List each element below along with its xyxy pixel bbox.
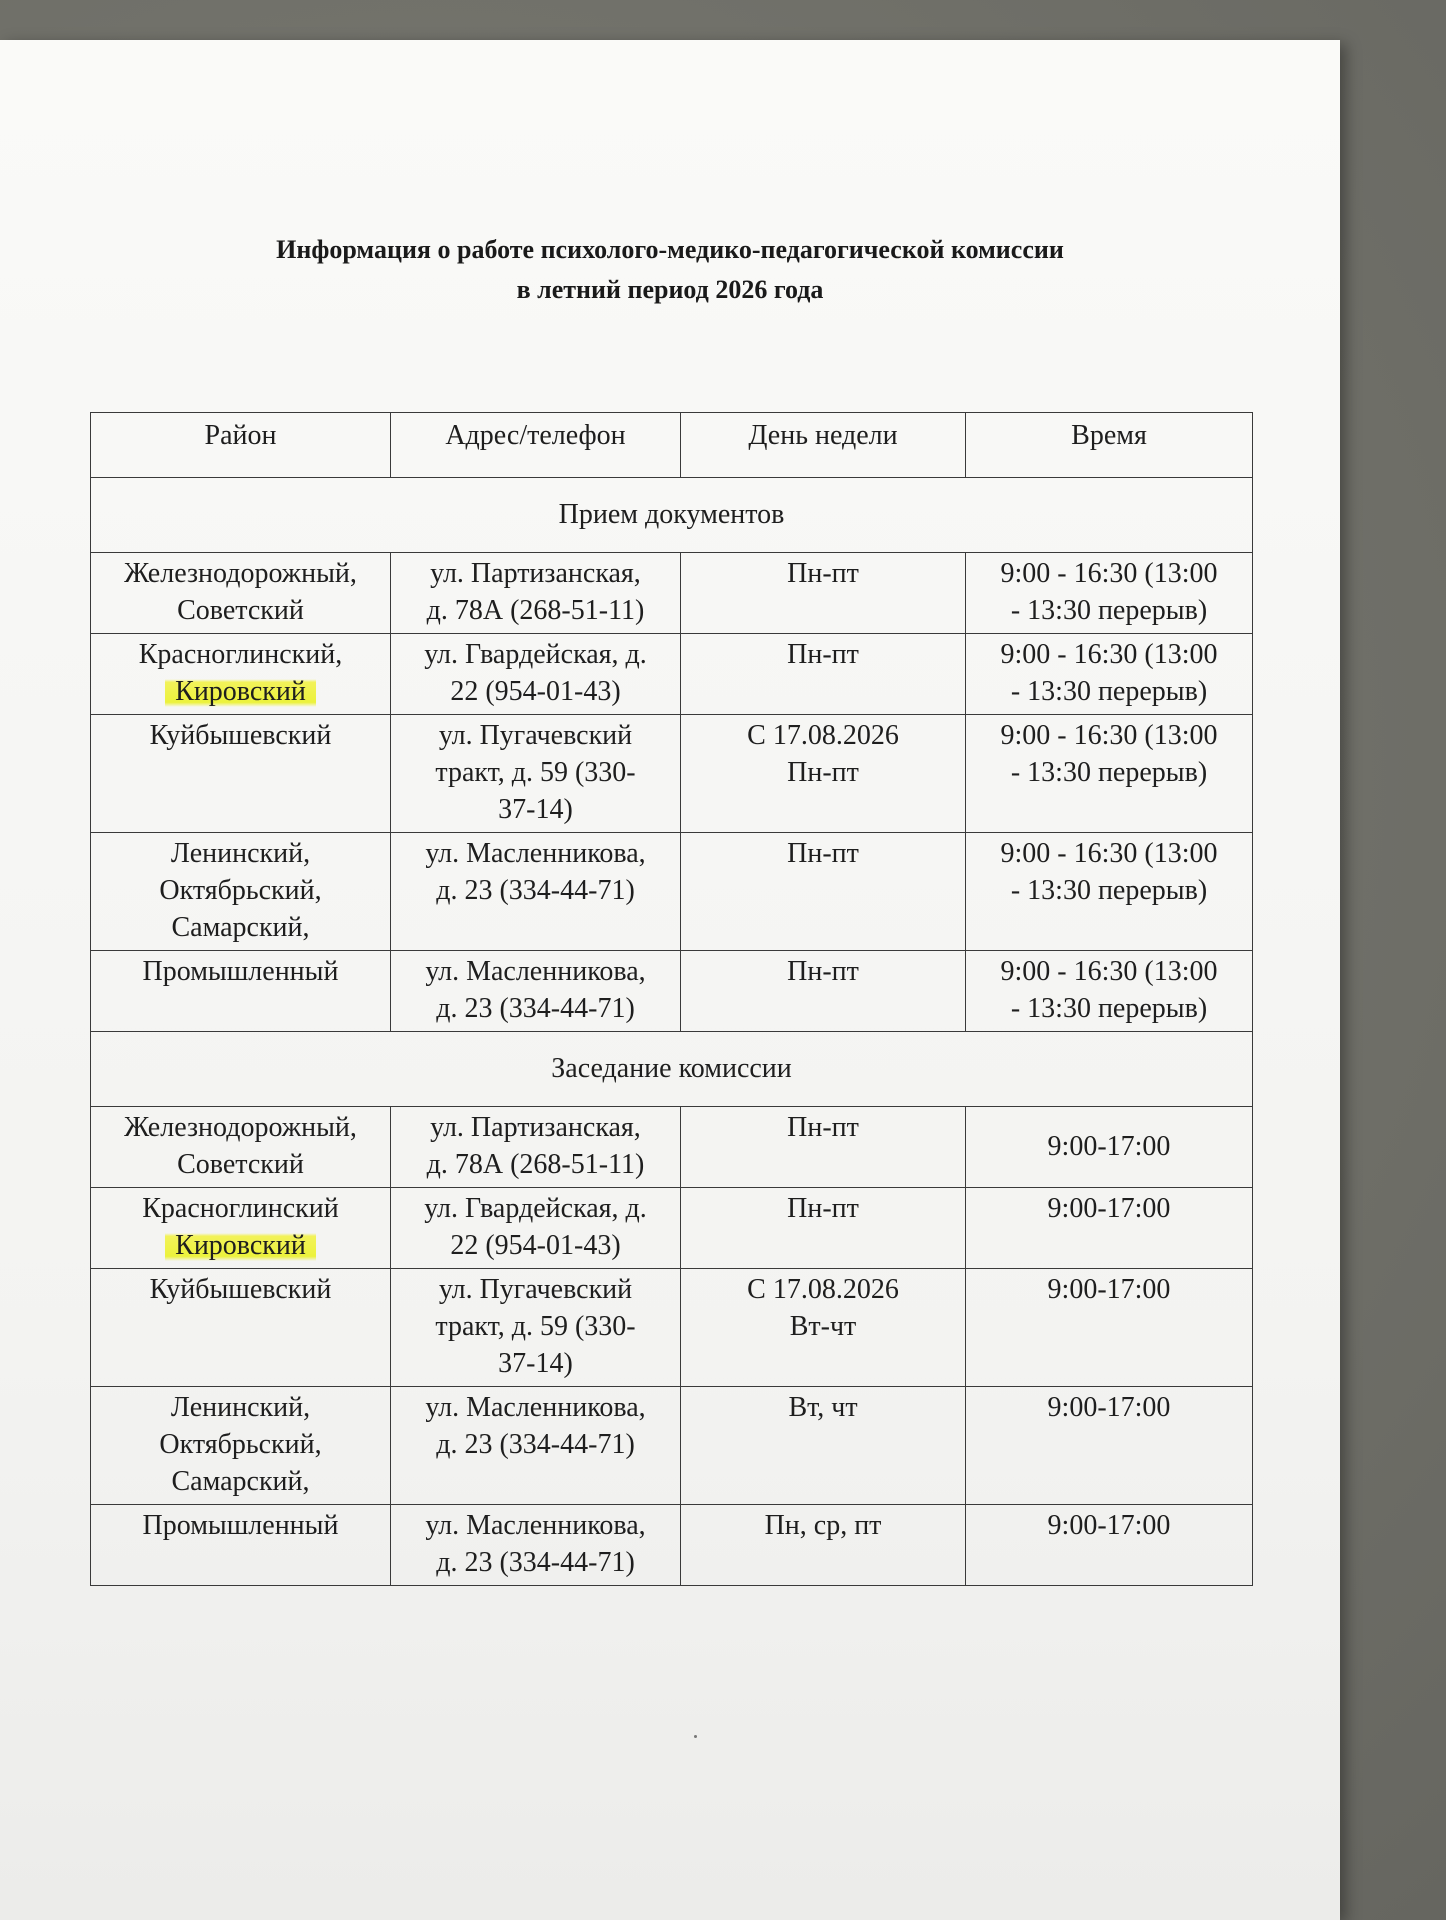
time-cell: 9:00 - 16:30 (13:00 - 13:30 перерыв): [966, 833, 1253, 951]
time-cell: 9:00-17:00: [966, 1269, 1253, 1387]
schedule-table-wrap: [90, 412, 1252, 1586]
highlighted-district: Кировский: [165, 676, 316, 707]
time-cell: 9:00 - 16:30 (13:00 - 13:30 перерыв): [966, 634, 1253, 715]
weekday-cell: С 17.08.2026 Пн-пт: [681, 715, 966, 833]
address-cell: ул. Масленникова, д. 23 (334-44-71): [391, 1387, 681, 1505]
district-cell: Ленинский, Октябрьский, Самарский,: [91, 833, 391, 951]
address-cell: ул. Гвардейская, д. 22 (954-01-43): [391, 1188, 681, 1269]
district-cell: Ленинский, Октябрьский, Самарский,: [91, 1387, 391, 1505]
paper-speck: [694, 1735, 697, 1738]
time-cell: 9:00 - 16:30 (13:00 - 13:30 перерыв): [966, 553, 1253, 634]
table-row: [91, 833, 1253, 951]
address-cell: ул. Гвардейская, д. 22 (954-01-43): [391, 634, 681, 715]
header-time: Время: [966, 413, 1253, 478]
time-cell: 9:00 - 16:30 (13:00 - 13:30 перерыв): [966, 951, 1253, 1032]
header-district: Район: [91, 413, 391, 478]
section-row-documents: [91, 478, 1253, 553]
header-row: [91, 413, 1253, 478]
header-weekday: День недели: [681, 413, 966, 478]
weekday-cell: Пн-пт: [681, 951, 966, 1032]
district-cell: Железнодорожный, Советский: [91, 553, 391, 634]
weekday-cell: С 17.08.2026 Вт-чт: [681, 1269, 966, 1387]
time-cell: 9:00-17:00: [966, 1505, 1253, 1586]
table-row: [91, 1269, 1253, 1387]
weekday-cell: Пн, ср, пт: [681, 1505, 966, 1586]
table-row: [91, 951, 1253, 1032]
weekday-cell: Вт, чт: [681, 1387, 966, 1505]
title-line-1: Информация о работе психолого-медико-педагогической комиссии: [276, 235, 1064, 264]
address-cell: ул. Масленникова, д. 23 (334-44-71): [391, 1505, 681, 1586]
header-address: Адрес/телефон: [391, 413, 681, 478]
paper-sheet: [0, 40, 1340, 1920]
district-cell: Куйбышевский: [91, 715, 391, 833]
district-cell: Промышленный: [91, 1505, 391, 1586]
weekday-cell: Пн-пт: [681, 1107, 966, 1188]
district-cell: Красноглинский, Кировский: [91, 634, 391, 715]
table-row: [91, 634, 1253, 715]
highlighted-district: Кировский: [165, 1230, 316, 1261]
time-cell: 9:00-17:00: [966, 1107, 1253, 1188]
weekday-cell: Пн-пт: [681, 833, 966, 951]
address-cell: ул. Пугачевский тракт, д. 59 (330- 37-14): [391, 715, 681, 833]
table-row: [91, 553, 1253, 634]
time-cell: 9:00-17:00: [966, 1387, 1253, 1505]
district-cell: Красноглинский Кировский: [91, 1188, 391, 1269]
district-cell: Куйбышевский: [91, 1269, 391, 1387]
section-title-documents: Прием документов: [91, 478, 1253, 553]
section-row-commission: [91, 1032, 1253, 1107]
table-row: [91, 1505, 1253, 1586]
address-cell: ул. Масленникова, д. 23 (334-44-71): [391, 951, 681, 1032]
schedule-table: [90, 412, 1253, 1586]
address-cell: ул. Партизанская, д. 78А (268-51-11): [391, 1107, 681, 1188]
table-row: [91, 1188, 1253, 1269]
district-cell: Промышленный: [91, 951, 391, 1032]
title-line-2: в летний период 2026 года: [516, 275, 824, 304]
section-title-commission: Заседание комиссии: [91, 1032, 1253, 1107]
table-row: [91, 715, 1253, 833]
table-row: [91, 1387, 1253, 1505]
address-cell: ул. Партизанская, д. 78А (268-51-11): [391, 553, 681, 634]
address-cell: ул. Масленникова, д. 23 (334-44-71): [391, 833, 681, 951]
time-cell: 9:00 - 16:30 (13:00 - 13:30 перерыв): [966, 715, 1253, 833]
table-row: [91, 1107, 1253, 1188]
weekday-cell: Пн-пт: [681, 1188, 966, 1269]
weekday-cell: Пн-пт: [681, 553, 966, 634]
time-cell: 9:00-17:00: [966, 1188, 1253, 1269]
district-cell: Железнодорожный, Советский: [91, 1107, 391, 1188]
address-cell: ул. Пугачевский тракт, д. 59 (330- 37-14): [391, 1269, 681, 1387]
document-title: [0, 230, 1340, 310]
weekday-cell: Пн-пт: [681, 634, 966, 715]
